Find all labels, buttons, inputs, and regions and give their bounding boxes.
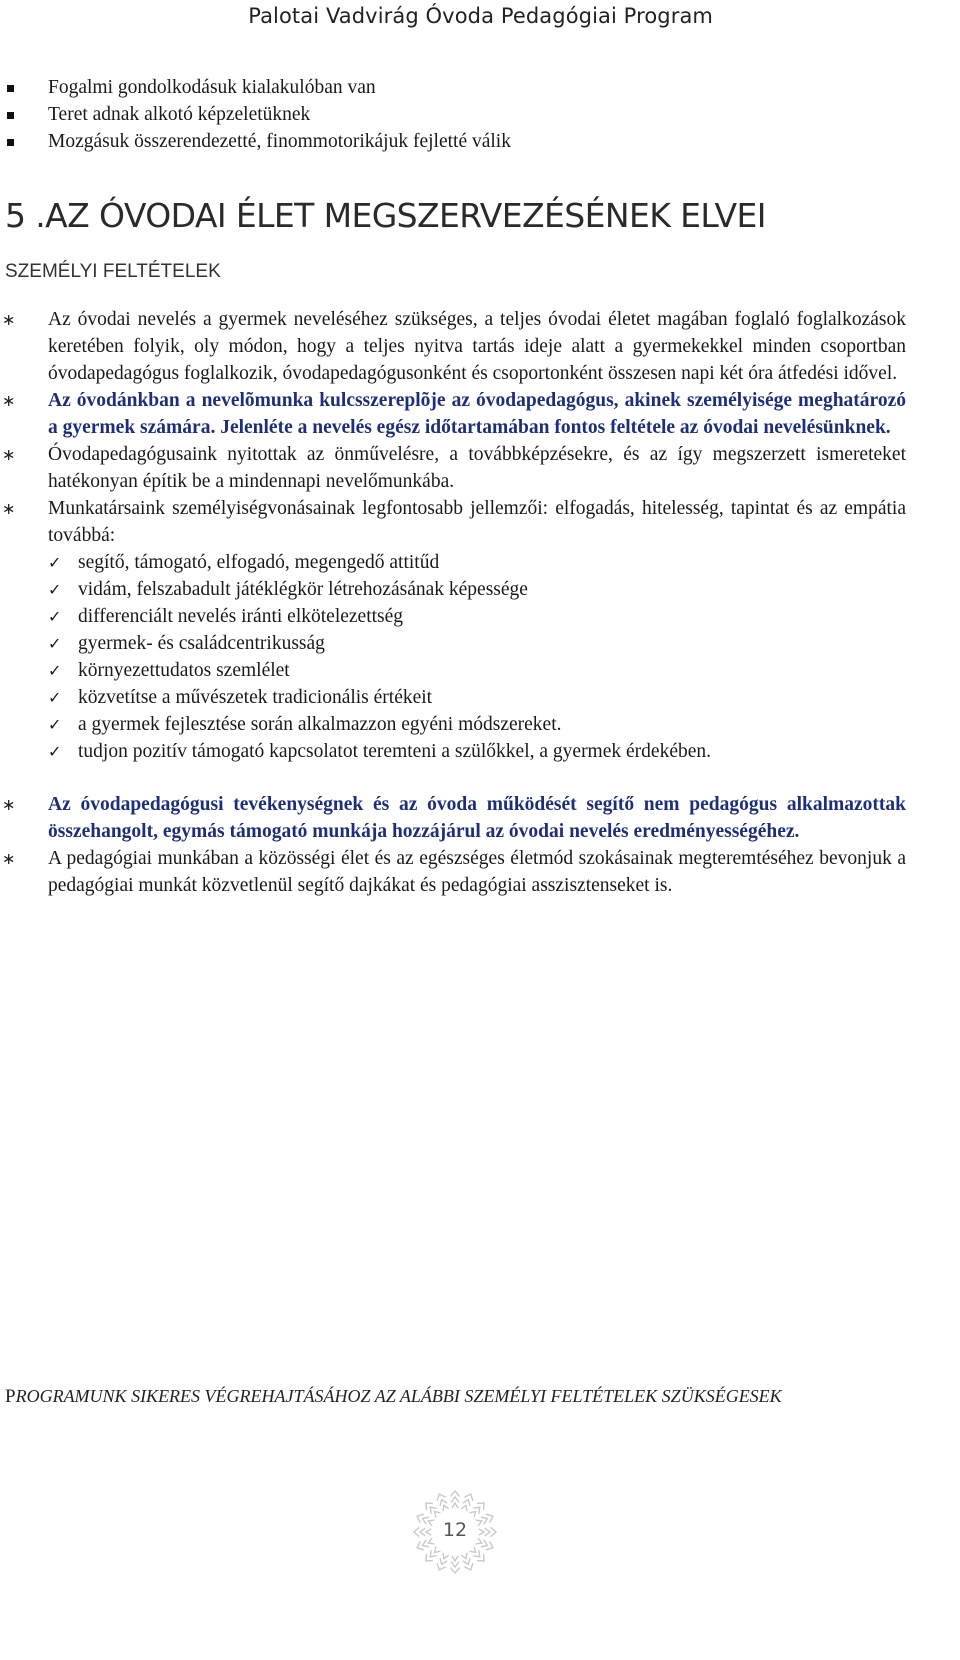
page-header: Palotai Vadvirág Óvoda Pedagógiai Program [248,4,713,28]
asterisk-bullet-icon: ∗ [2,391,16,410]
list-item: ✓ differenciált nevelés iránti elkötelezettség [48,603,906,630]
list-item: Fogalmi gondolkodásuk kialakulóban van [0,74,960,101]
section-subtitle: SZEMÉLYI FELTÉTELEK [5,261,221,282]
checkmark-icon: ✓ [48,688,62,707]
paragraph-staffing: ∗ Az óvodai nevelés a gyermek neveléséhez szükséges, a teljes óvodai életet magában foglaló foglalkozások keretében folyik, oly módon, hogy a teljes nyitva tartás ideje alatt a gyermekekkel minden csoportban óvodapedagógus foglalkozik, óvodapedagógusonként és csoportonként összesen napi két óra átfedési idővel. [0,306,906,387]
list-item: ✓ környezettudatos szemlélet [48,657,906,684]
checkmark-icon: ✓ [48,607,62,626]
asterisk-bullet-icon: ∗ [2,310,16,329]
asterisk-bullet-icon: ∗ [2,445,16,464]
asterisk-bullet-icon: ∗ [2,849,16,868]
paragraph-key-role: ∗ Az óvodánkban a nevelõmunka kulcsszereplõje az óvodapedagógus, akinek személyisége meghatározó a gyermek számára. Jelenléte a nevelés egész időtartamában fontos feltétele az óvodai nevelésünknek. [0,387,906,441]
square-bullet-icon [7,139,14,146]
list-item: ✓ közvetítse a művészetek tradicionális értékeit [48,684,906,711]
checkmark-icon: ✓ [48,580,62,599]
checkmark-icon: ✓ [48,742,62,761]
main-content [0,306,906,899]
checkmark-icon: ✓ [48,553,62,572]
square-bullet-icon [7,112,14,119]
checkmark-icon: ✓ [48,715,62,734]
asterisk-bullet-icon: ∗ [2,795,16,814]
paragraph-cooperation: ∗ Az óvodapedagógusi tevékenységnek és az óvoda működését segítő nem pedagógus alkalmazottak összehangolt, egymás támogató munkája hozzájárul az óvodai nevelés eredményességéhez. [0,791,906,845]
list-item: ✓ tudjon pozitív támogató kapcsolatot teremteni a szülőkkel, a gyermek érdekében. [48,738,906,765]
chapter-title: 5 .AZ ÓVODAI ÉLET MEGSZERVEZÉSÉNEK ELVEI [5,196,766,235]
page-number: 12 [442,1519,468,1541]
list-item: ✓ gyermek- és családcentrikusság [48,630,906,657]
list-item: ✓ a gyermek fejlesztése során alkalmazzon egyéni módszereket. [48,711,906,738]
footer-note: PROGRAMUNK SIKERES VÉGREHAJTÁSÁHOZ AZ ALÁBBI SZEMÉLYI FELTÉTELEK SZÜKSÉGESEK [5,1386,782,1407]
square-bullet-icon [7,85,14,92]
list-item: ✓ segítő, támogató, elfogadó, megengedő attitűd [48,549,906,576]
list-item: Teret adnak alkotó képzeletüknek [0,101,960,128]
checkmark-icon: ✓ [48,661,62,680]
paragraph-assistants: ∗ A pedagógiai munkában a közösségi élet és az egészséges életmód szokásainak megteremtéséhez bevonjuk a pedagógiai munkát közvetlenül segítő dajkákat és pedagógiai asszisztenseket is. [0,845,906,899]
checkmark-icon: ✓ [48,634,62,653]
intro-list [0,74,960,155]
paragraph-traits: ∗ Munkatársaink személyiségvonásainak legfontosabb jellemzői: elfogadás, hitelesség, tapintat és az empátia továbbá: ✓ segítő, támogató, elfogadó, megengedő attitűd ✓ vidám, felszabadult játéklégkör létrehozásának képessége ✓ differenciált nevelés iránti elkötelezettség ✓ gyermek- és családcentrikusság ✓ környezettudatos szemlélet ✓ közvetítse a művészetek tradicionális értékeit ✓ a gyermek fejlesztése során alkalmazzon egyéni módszereket. ✓ tudjon pozitív támogató kapcsolatot teremteni a szülőkkel, a gyermek érdekében. [0,495,906,765]
list-item: Mozgásuk összerendezetté, finommotorikájuk fejletté válik [0,128,960,155]
list-item: ✓ vidám, felszabadult játéklégkör létrehozásának képessége [48,576,906,603]
asterisk-bullet-icon: ∗ [2,499,16,518]
paragraph-training: ∗ Óvodapedagógusaink nyitottak az önművelésre, a továbbképzésekre, és az így megszerzett ismereteket hatékonyan építik be a mindennapi nevelőmunkába. [0,441,906,495]
traits-list [48,549,906,765]
